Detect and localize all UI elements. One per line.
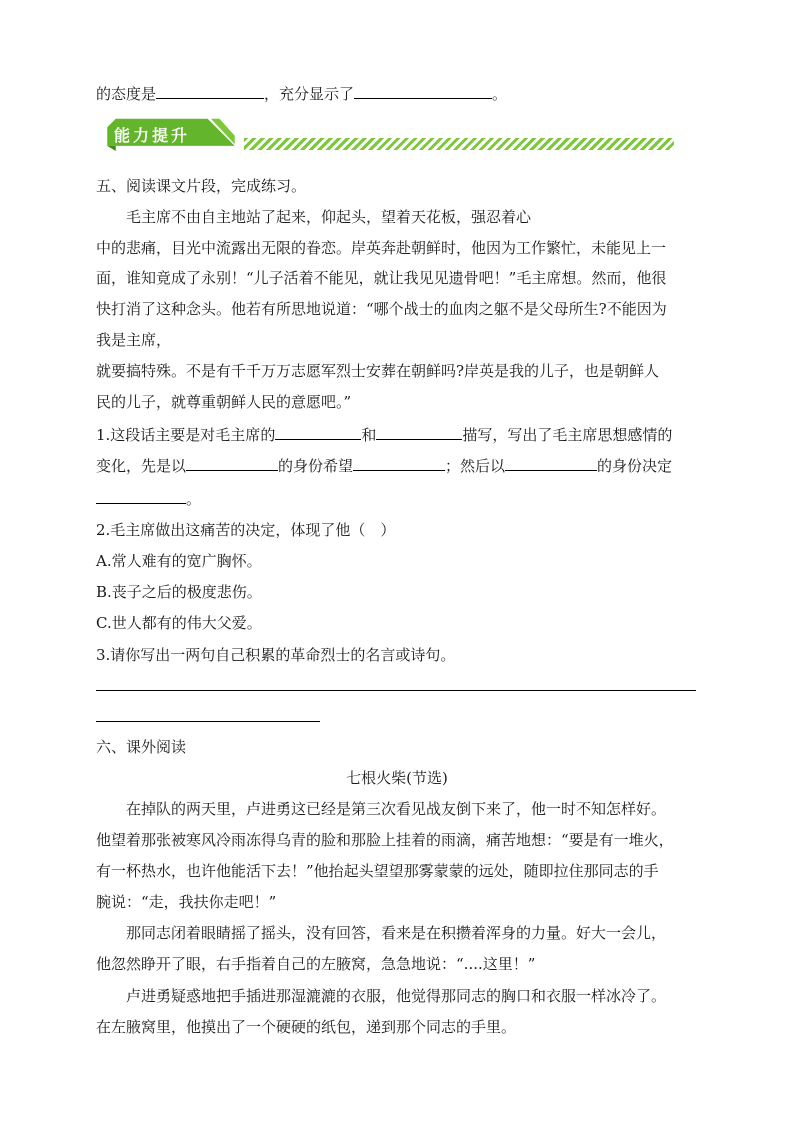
text-fragment: 。 xyxy=(186,490,202,508)
answer-blank[interactable] xyxy=(275,425,361,440)
article-line: 在左腋窝里，他摸出了一个硬硬的纸包，递到那个同志的手里。 xyxy=(96,1018,517,1036)
text-fragment: 的态度是 xyxy=(96,85,157,103)
article-line: 他忽然睁开了眼，右手指着自己的左腋窝，急急地说：“....这里！” xyxy=(96,955,536,973)
answer-blank[interactable] xyxy=(96,489,186,504)
passage-line: 民的儿子，就尊重朝鲜人民的意愿吧。” xyxy=(96,393,352,411)
text-fragment: 变化，先是以 xyxy=(96,457,187,475)
question-1 xyxy=(96,425,672,445)
text-fragment: 的身份希望 xyxy=(278,457,354,475)
text-fragment: 1.这段话主要是对毛主席的 xyxy=(96,426,276,444)
answer-line[interactable] xyxy=(96,721,320,722)
answer-blank[interactable] xyxy=(354,84,492,99)
answer-blank[interactable] xyxy=(376,425,462,440)
question-1-cont xyxy=(96,456,672,476)
option-b[interactable]: B.丧子之后的极度悲伤。 xyxy=(96,583,262,601)
banner-stripes xyxy=(244,138,674,150)
banner-title: 能力提升 xyxy=(114,126,191,145)
article-line: 有一杯热水，也许他能活下去！”他抬起头望望那雾蒙蒙的远处，随即拉住那同志的手 xyxy=(96,862,659,880)
option-a[interactable]: A.常人难有的宽广胸怀。 xyxy=(96,552,262,570)
article-line: 他望着那张被寒风冷雨冻得乌青的脸和那脸上挂着的雨滴，痛苦地想：“要是有一堆火， xyxy=(96,831,674,849)
passage-line: 快打消了这种念头。他若有所思地说道：“哪个战士的血肉之躯不是父母所生?不能因为 xyxy=(96,300,667,318)
text-fragment: 描写，写出了毛主席思想感情的 xyxy=(462,426,673,444)
text-fragment: 的身份决定 xyxy=(597,457,673,475)
question-3: 3.请你写出一两句自己积累的革命烈士的名言或诗句。 xyxy=(96,646,456,664)
answer-blank[interactable] xyxy=(505,456,597,471)
answer-blank[interactable] xyxy=(353,456,445,471)
passage-line: 毛主席不由自主地站了起来，仰起头，望着天花板，强忍着心 xyxy=(126,208,532,226)
section-heading: 五、阅读课文片段，完成练习。 xyxy=(96,177,307,195)
article-line: 腕说：“走，我扶你走吧！” xyxy=(96,893,277,911)
section-banner xyxy=(96,117,686,157)
article-line: 那同志闭着眼睛摇了摇头，没有回答，看来是在积攒着浑身的力量。好大一会儿， xyxy=(126,924,667,942)
answer-blank[interactable] xyxy=(156,84,264,99)
text-fragment: ；然后以 xyxy=(445,457,506,475)
article-title: 七根火柴(节选) xyxy=(346,769,448,787)
text-fragment: 和 xyxy=(361,426,377,444)
text-fragment: ，充分显示了 xyxy=(264,85,355,103)
answer-blank[interactable] xyxy=(186,456,278,471)
text-fragment: 。 xyxy=(492,85,508,103)
answer-line-attitude xyxy=(96,84,507,104)
article-line: 在掉队的两天里，卢进勇这已经是第三次看见战友倒下来了，他一时不知怎样好。 xyxy=(126,800,667,818)
section-heading: 六、课外阅读 xyxy=(96,738,187,756)
article-line: 卢进勇疑惑地把手插进那湿漉漉的衣服，他觉得那同志的胸口和衣服一样冰冷了。 xyxy=(126,987,667,1005)
question-1-cont xyxy=(96,489,201,509)
passage-line: 就要搞特殊。不是有千千万万志愿军烈士安葬在朝鲜吗?岸英是我的儿子，也是朝鲜人 xyxy=(96,362,660,380)
option-c[interactable]: C.世人都有的伟大父爱。 xyxy=(96,614,262,632)
answer-line[interactable] xyxy=(96,690,696,691)
passage-line: 中的悲痛，目光中流露出无限的眷恋。岸英奔赴朝鲜时，他因为工作繁忙，未能见上一 xyxy=(96,239,667,257)
question-2: 2.毛主席做出这痛苦的决定，体现了他（ ） xyxy=(96,521,396,539)
passage-line: 面，谁知竟成了永别！“儿子活着不能见，就让我见见遗骨吧！”毛主席想。然而，他很 xyxy=(96,269,667,287)
passage-line: 我是主席， xyxy=(96,331,172,349)
